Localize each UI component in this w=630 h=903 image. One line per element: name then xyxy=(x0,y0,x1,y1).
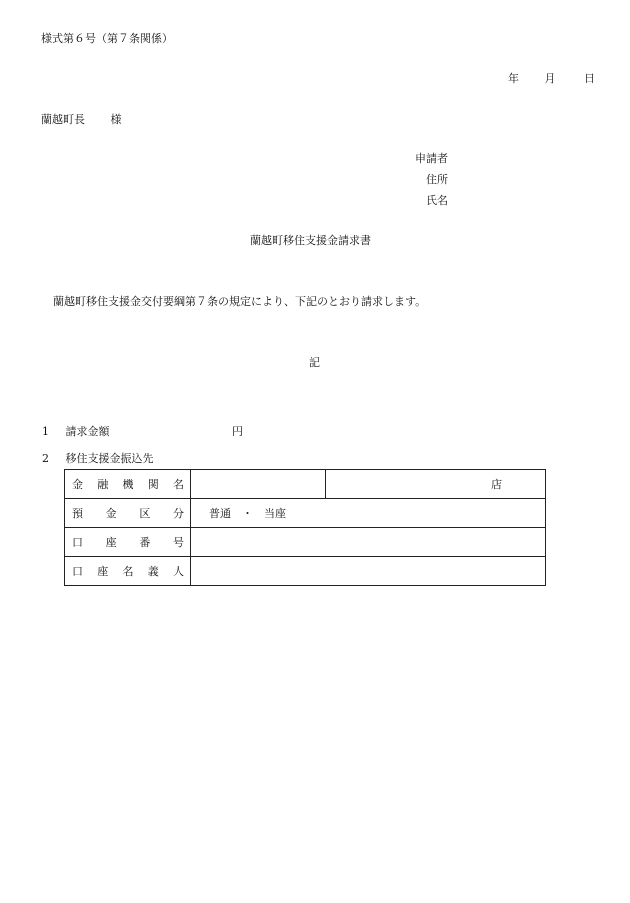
bank-info-table xyxy=(64,469,546,586)
item1-number: 1 xyxy=(42,425,49,438)
table-row xyxy=(65,499,546,528)
applicant-address-label: 住所 xyxy=(426,173,448,186)
date-month: 月 xyxy=(544,72,556,85)
account-number-label xyxy=(65,534,190,550)
label-char: 金 xyxy=(72,478,83,491)
institution-value-cell[interactable] xyxy=(191,470,326,499)
account-holder-value-cell[interactable] xyxy=(191,557,546,586)
label-char: 人 xyxy=(173,565,184,578)
branch-suffix: 店 xyxy=(491,478,502,491)
date-line xyxy=(508,72,595,86)
date-year: 年 xyxy=(508,72,519,85)
label-char: 口 xyxy=(72,565,83,578)
body-text: 蘭越町移住支援金交付要綱第７条の規定により、下記のとおり請求します。 xyxy=(53,295,427,308)
table-row xyxy=(65,528,546,557)
applicant-title: 申請者 xyxy=(415,152,448,165)
item2-number: 2 xyxy=(42,452,49,465)
item2-transfer-destination xyxy=(42,452,154,466)
deposit-type-options: 普通 ・ 当座 xyxy=(209,507,286,520)
deposit-type-label xyxy=(65,505,190,521)
label-char: 義 xyxy=(147,565,159,578)
form-number: 様式第６号（第７条関係） xyxy=(41,32,173,45)
note-heading: 記 xyxy=(309,356,320,369)
label-char: 名 xyxy=(173,478,184,491)
table-row xyxy=(65,557,546,586)
label-char: 号 xyxy=(172,536,184,549)
label-char: 区 xyxy=(139,507,151,520)
item1-unit: 円 xyxy=(232,425,243,438)
date-day: 日 xyxy=(584,72,595,85)
label-char: 口 xyxy=(72,536,83,549)
label-char: 座 xyxy=(97,565,109,578)
label-char: 関 xyxy=(147,478,159,491)
label-char: 分 xyxy=(172,507,184,520)
label-char: 融 xyxy=(97,478,109,491)
account-holder-label xyxy=(65,563,190,579)
label-char: 名 xyxy=(122,565,134,578)
institution-label xyxy=(65,476,190,492)
branch-cell[interactable] xyxy=(326,470,546,499)
label-char: 番 xyxy=(139,536,151,549)
item1-label: 請求金額 xyxy=(65,425,110,438)
document-title: 蘭越町移住支援金請求書 xyxy=(250,234,371,247)
deposit-type-value-cell[interactable] xyxy=(191,499,546,528)
label-char: 座 xyxy=(105,536,117,549)
addressee-honorific: 様 xyxy=(110,113,122,126)
table-row xyxy=(65,470,546,499)
label-char: 預 xyxy=(72,507,83,520)
label-char: 機 xyxy=(122,478,134,491)
item1-claim-amount xyxy=(42,425,243,439)
applicant-name-label: 氏名 xyxy=(426,194,448,207)
addressee-name: 蘭越町長 xyxy=(41,113,85,126)
addressee xyxy=(41,113,122,127)
item2-label: 移住支援金振込先 xyxy=(65,452,154,465)
label-char: 金 xyxy=(105,507,117,520)
account-number-value-cell[interactable] xyxy=(191,528,546,557)
